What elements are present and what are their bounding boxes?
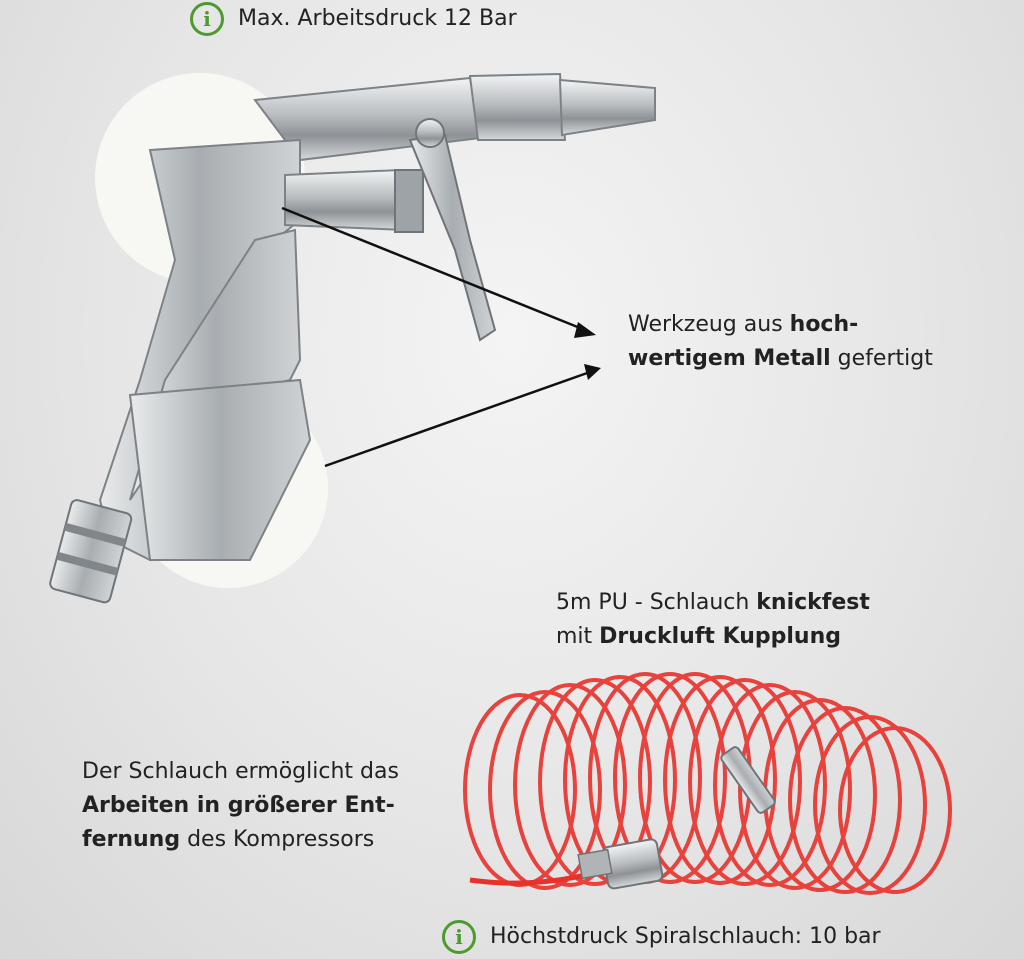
info-hose-pressure [442,920,881,954]
callout-metal-text: Werkzeug aus [628,312,790,337]
callout-metal-text: gefertigt [830,346,933,371]
info-hose-pressure-text: Höchstdruck Spiralschlauch: 10 bar [490,924,881,949]
callout-distance-line1: Der Schlauch ermöglicht das [82,759,399,784]
info-max-pressure [190,2,517,36]
callout-metal-line2 [628,342,933,376]
callout-distance-line3 [82,823,374,857]
callout-metal-bold: wertigem Metall [628,346,831,371]
info-icon: i [442,920,476,954]
info-max-pressure-text: Max. Arbeitsdruck 12 Bar [238,6,517,31]
callout-distance-bold: fernung [82,827,181,852]
callout-hose-bold: knickfest [756,590,870,615]
callout-distance-line2 [82,789,395,823]
callout-hose-text: 5m PU - Schlauch [556,590,757,615]
callout-metal-line1 [628,308,858,342]
callout-distance-text: des Kompressors [180,827,375,852]
callout-distance-bold: Arbeiten in größerer Ent- [82,793,395,818]
callout-hose-bold: Druckluft Kupplung [599,624,841,649]
spiral-hose-image [465,674,950,893]
callout-hose-line1 [556,586,870,620]
info-icon: i [190,2,224,36]
callout-metal-bold: hoch- [789,312,859,337]
callout-hose-line2 [556,620,841,654]
callout-hose-text: mit [556,624,600,649]
